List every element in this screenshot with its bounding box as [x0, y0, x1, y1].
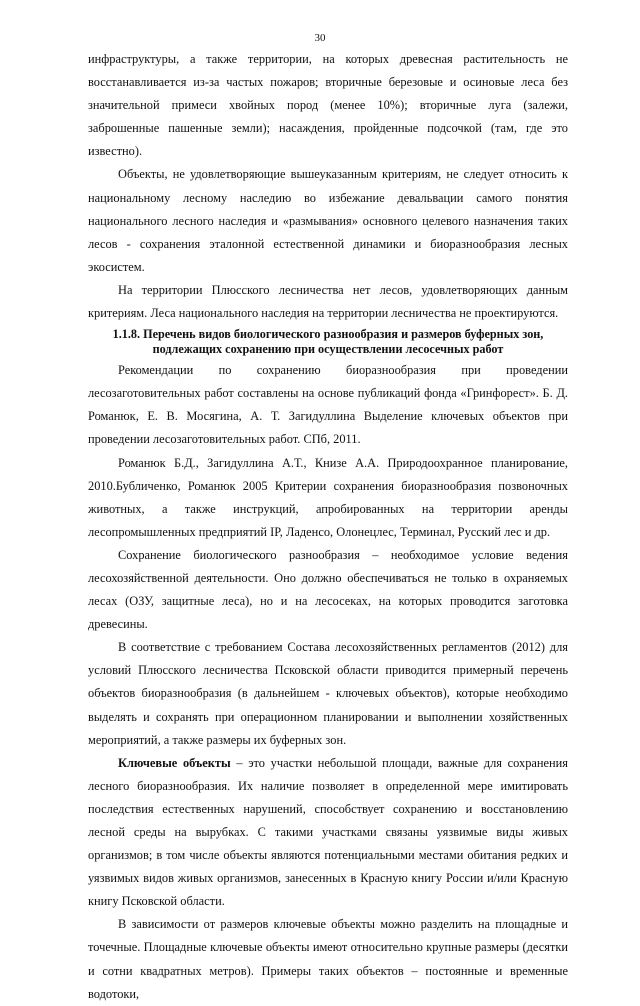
- paragraph-plyussa-forestry: На территории Плюсского лесничества нет лесов, удовлетворяющих данным критериям. Леса национального наследия на территории лесничества не проектируются.: [88, 282, 568, 321]
- paragraph-recommendations: Рекомендации по сохранению биоразнообразия при проведении лесозаготовительных работ составлены на основе публикаций фонда «Гринфорест». Б. Д. Романюк, Е. В. Мосягина, А. Т. Загидуллина Выделение ключевых объектов при проведении лесозаготовительных работ. СПб, 2011.: [88, 363, 568, 447]
- section-heading: [88, 327, 568, 357]
- paragraph-key-objects: [88, 752, 568, 914]
- paragraph-biodiversity-conservation: Сохранение биологического разнообразия – необходимое условие ведения лесохозяйственной деятельности. Оно должно обеспечиваться не только в охраняемых лесах (ОЗУ, защитные леса), но и на лесосеках, на которых проводится заготовка древесины.: [88, 547, 568, 632]
- page-number: 30: [314, 32, 326, 44]
- paragraph-references: Романюк Б.Д., Загидуллина А.Т., Книзе А.А. Природоохранное планирование, 2010.Бубличенко, Романюк 2005 Критерии сохранения биоразнообразия позвоночных животных, а также инструкций, апробированных на территории аренды лесопромышленных предприятий IP, Ладенсо, Олонецлес, Терминал, Русский лес и др.: [88, 455, 568, 539]
- paragraph-regulations: В соответствие с требованием Состава лесохозяйственных регламентов (2012) для условий Плюсского лесничества Псковской области приводится примерный перечень объектов биоразнообразия (в дальнейшем - ключевых объектов), которые необходимо выделять и сохранять при операционном планировании и выполнении хозяйственных мероприятий, а также размеры их буферных зон.: [88, 640, 568, 747]
- key-objects-term: Ключевые объекты: [118, 755, 231, 770]
- section-heading-line-2: подлежащих сохранению при осуществлении лесосечных работ: [152, 342, 504, 357]
- document-body: [88, 48, 568, 1006]
- section-heading-line-1: 1.1.8. Перечень видов биологического разнообразия и размеров буферных зон,: [112, 327, 544, 342]
- key-objects-definition: – это участки небольшой площади, важные для сохранения лесного биоразнообразия. Их наличие позволяет в определенной мере имитировать последствия естественных нарушений, способствует сохранению и восстановлению лесной среды на вырубках. С такими участками связаны уязвимые виды живых организмов; в том числе объекты являются потенциальными местами обитания редких и уязвимых видов живых организмов, занесенных в Красную книгу России и/или Красную книгу Псковской области.: [88, 755, 568, 909]
- paragraph-unsuitable-objects: Объекты, не удовлетворяющие вышеуказанным критериям, не следует относить к национальному лесному наследию во избежание девальвации самого понятия национального лесного наследия и «размывания» основного целевого назначения таких лесов - сохранения эталонной естественной динамики и биоразнообразия лесных экосистем.: [88, 167, 568, 274]
- paragraph-infrastructure-continuation: инфраструктуры, а также территории, на которых древесная растительность не восстанавливается из-за частых пожаров; вторичные березовые и осиновые леса без значительной примеси хвойных пород (менее 10%); вторичные луга (залежи, заброшенные пашенные земли); насаждения, пройденные подсочкой (там, где это известно).: [88, 52, 568, 159]
- paragraph-object-sizes: В зависимости от размеров ключевые объекты можно разделить на площадные и точечные. Площадные ключевые объекты имеют относительно крупные размеры (десятки и сотни квадратных метров). Примеры таких объектов – постоянные и временные водотоки,: [88, 917, 568, 1001]
